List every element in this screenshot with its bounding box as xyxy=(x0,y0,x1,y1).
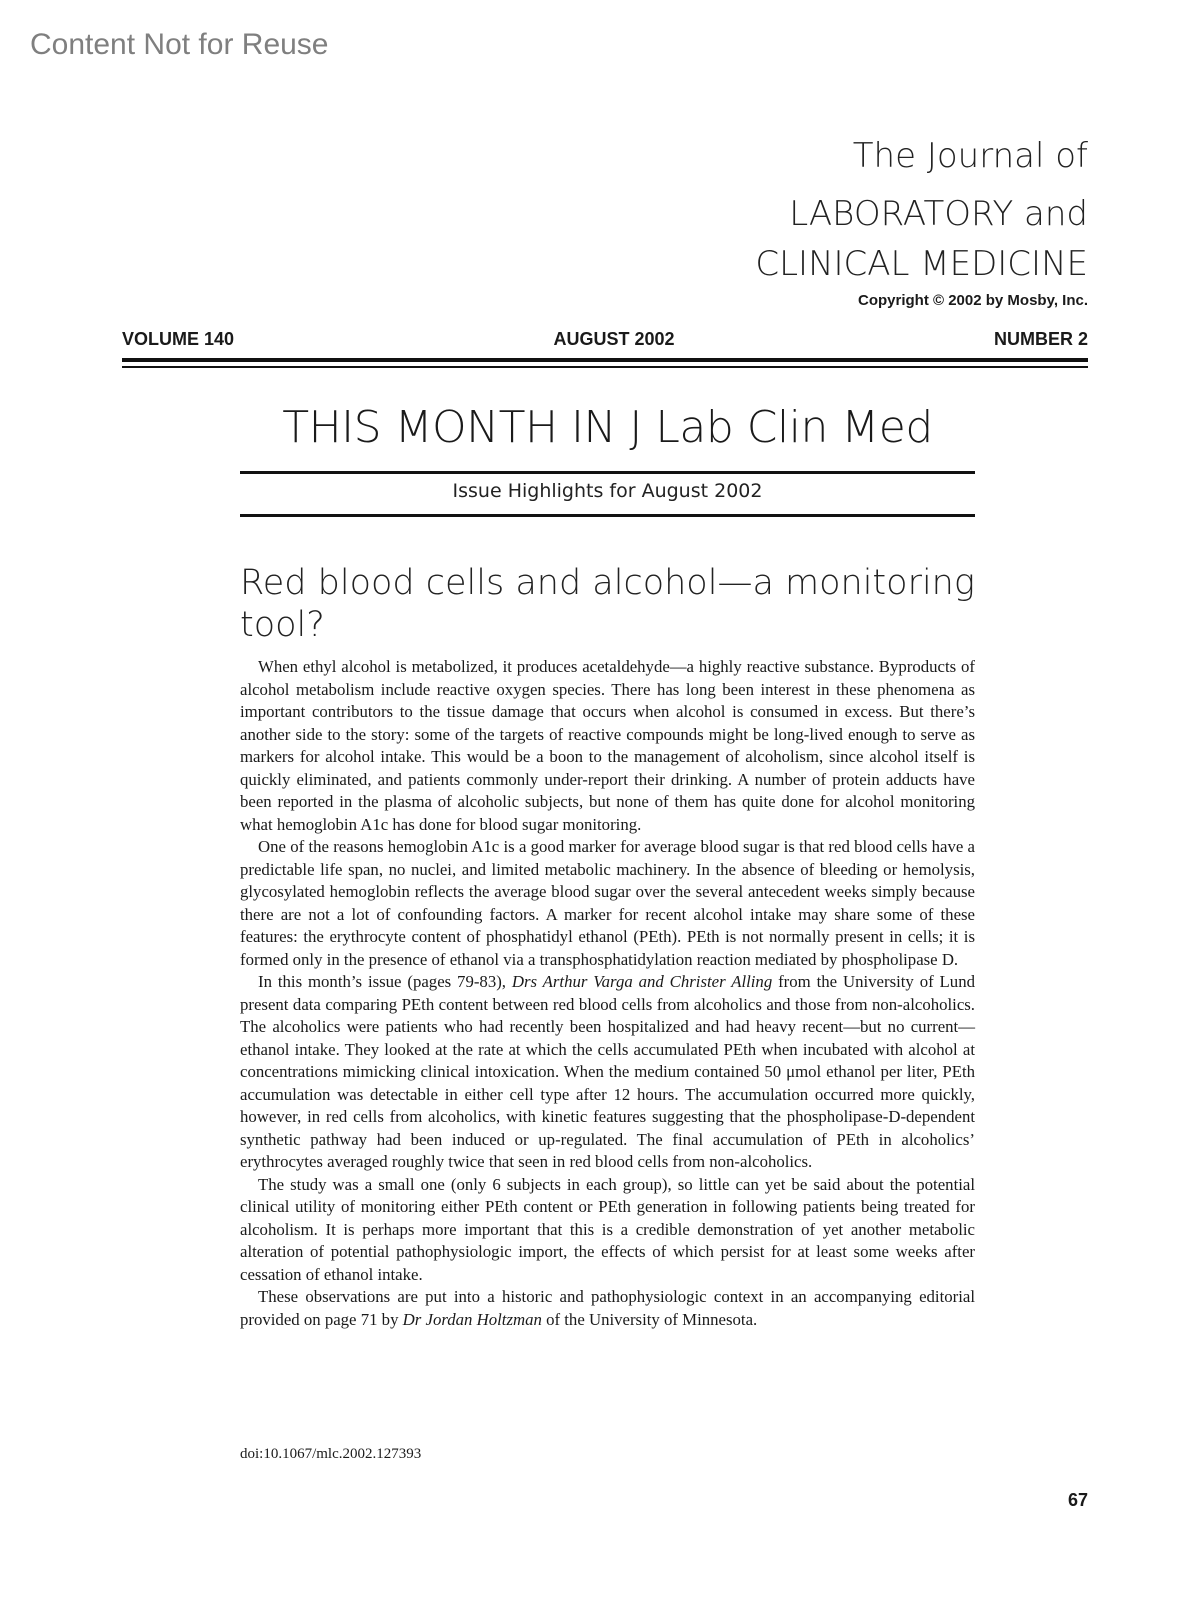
doi-reference: doi:10.1067/mlc.2002.127393 xyxy=(240,1446,422,1462)
header-rule-thick xyxy=(122,358,1088,362)
paragraph-2: One of the reasons hemoglobin A1c is a good marker for average blood sugar is that red blood cells have a predictable life span, no nuclei, and limited metabolic machinery. In the absence of bleeding or hemolysis, glycosylated hemoglobin reflects the average blood sugar over the several antecedent weeks simply because there are not a lot of confounding factors. A marker for recent alcohol intake may share some of these features: the erythrocyte content of phosphatidyl ethanol (PEth). PEth is not normally present in cells; it is formed only in the presence of ethanol via a transphosphatidylation reaction mediated by phospholipase D. xyxy=(240,837,975,969)
editorial-author: Dr Jordan Holtzman xyxy=(402,1309,542,1329)
page-number: 67 xyxy=(1067,1490,1088,1510)
volume-label: VOLUME 140 xyxy=(122,329,235,349)
journal-title-line1: The Journal of xyxy=(852,136,1088,176)
issue-date: AUGUST 2002 xyxy=(553,329,675,349)
section-title: THIS MONTH IN J Lab Clin Med xyxy=(282,402,933,453)
header-rule-thin xyxy=(122,366,1088,368)
paragraph-3-intro: In this month’s issue (pages 79-83), xyxy=(258,972,512,991)
journal-title-line3: CLINICAL MEDICINE xyxy=(755,244,1088,284)
author-names: Drs Arthur Varga and Christer Alling xyxy=(511,972,773,991)
copyright: Copyright © 2002 by Mosby, Inc. xyxy=(858,292,1088,309)
paragraph-4: The study was a small one (only 6 subjects in each group), so little can yet be said about the potential clinical utility of monitoring either PEth content or PEth generation in following patients being treated for alcoholism. It is perhaps more important that this is a credible demonstration of yet another metabolic alteration of potential pathophysiologic import, the effects of which persist for at least some weeks after cessation of ethanol intake. xyxy=(240,1174,975,1284)
journal-title-line2: LABORATORY and xyxy=(789,194,1088,234)
issue-number: NUMBER 2 xyxy=(993,329,1088,349)
paragraph-5-end: of the University of Minnesota. xyxy=(541,1309,758,1329)
article-headline: Red blood cells and alcohol—a monitoring tool? xyxy=(240,563,975,645)
journal-masthead xyxy=(755,136,1088,284)
issue-info-row xyxy=(122,329,1088,350)
article-body xyxy=(240,656,975,1331)
section-subtitle: Issue Highlights for August 2002 xyxy=(452,480,763,502)
paragraph-1: When ethyl alcohol is metabolized, it produces acetaldehyde—a highly reactive substance. Byproducts of alcohol metabolism include reactive oxygen species. There has long been interest in these phenomena as important contributors to the tissue damage that occurs when alcohol is consumed in excess. But there’s another side to the story: some of the targets of reactive compounds might be long-lived enough to serve as markers for alcohol intake. This would be a boon to the management of alcoholism, since alcohol itself is quickly eliminated, and patients commonly under-report their drinking. A number of protein adducts have been reported in the plasma of alcoholic subjects, but none of them has quite done for alcohol monitoring what hemoglobin A1c has done for blood sugar monitoring. xyxy=(240,657,975,834)
paragraph-3-body: from the University of Lund present data comparing PEth content between red blood cells from alcoholics and those from non-alcoholics. The alcoholics were patients who had recently been hospitalized and had heavy recent—but no current—ethanol intake. They looked at the rate at which the cells accumulated PEth when incubated with alcohol at concentrations mimicking clinical intoxication. When the medium contained 50 μmol ethanol per liter, PEth accumulation was detectable in either cell type after 12 hours. The accumulation occurred more quickly, however, in red cells from alcoholics, with kinetic features suggesting that the phospholipase-D-dependent synthetic pathway had been induced or up-regulated. The final accumulation of PEth in alcoholics’ erythrocytes averaged roughly twice that seen in red blood cells from non-alcoholics. xyxy=(240,972,975,1171)
paragraph-3 xyxy=(240,971,975,1174)
section-rule-top xyxy=(240,471,975,474)
watermark: Content Not for Reuse xyxy=(30,28,329,61)
section-rule-bottom xyxy=(240,514,975,517)
paragraph-5-intro: These observations are put into a historic and pathophysiologic context in an accompanying editorial provided on page 71 by xyxy=(240,1287,975,1329)
paragraph-5 xyxy=(240,1286,975,1331)
